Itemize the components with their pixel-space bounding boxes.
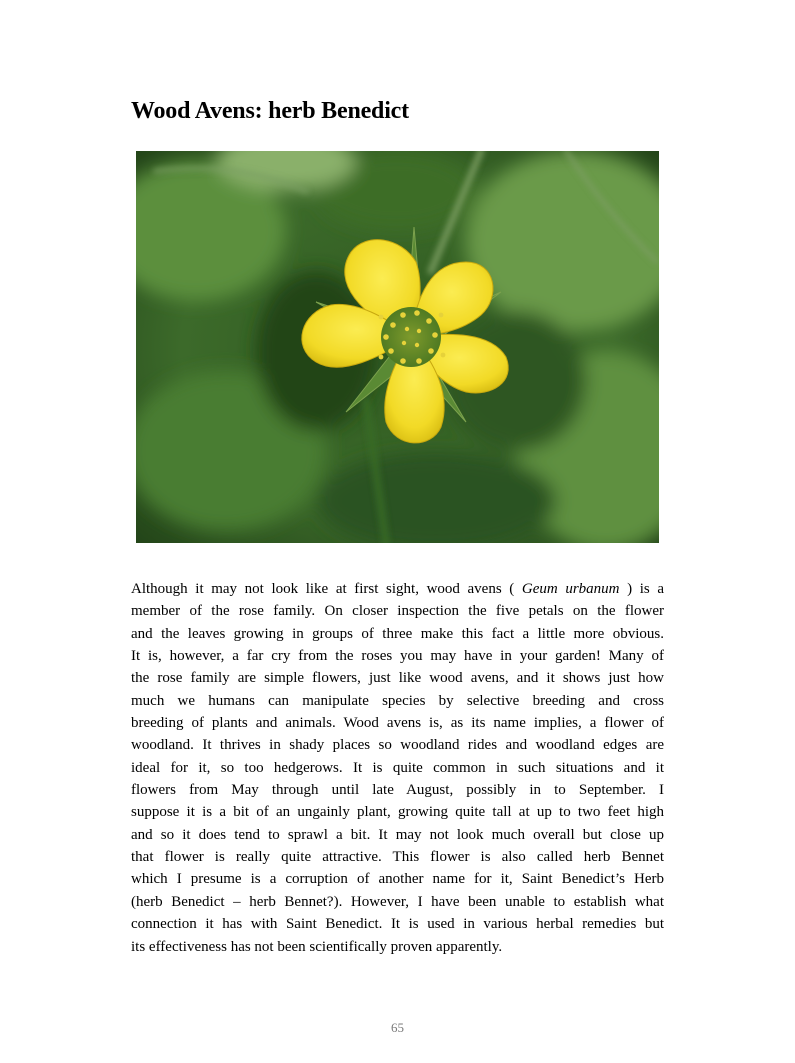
text-line: connection it has with Saint Benedict. It is used in various herbal remedies but — [131, 916, 664, 933]
flower-photo — [136, 151, 659, 543]
text-line: much we humans can manipulate species by selective breeding and cross — [131, 692, 664, 709]
text-line: (herb Benedict – herb Bennet?). However, I have been unable to establish what — [131, 893, 664, 910]
text-line: which I presume is a corruption of another name for it, Saint Benedict’s Herb — [131, 871, 664, 888]
text-line: that flower is really quite attractive. This flower is also called herb Bennet — [131, 849, 664, 866]
text-line: the rose family are simple flowers, just like wood avens, and it shows just how — [131, 670, 664, 687]
text-line: It is, however, a far cry from the roses you may have in your garden! Many of — [131, 648, 664, 665]
text-line: member of the rose family. On closer inspection the five petals on the flower — [131, 603, 664, 620]
text-line: Although it may not look like at first sight, wood avens ( Geum urbanum ) is a — [131, 581, 664, 597]
body-paragraph — [131, 578, 664, 958]
text-line: ideal for it, so too hedgerows. It is quite common in such situations and it — [131, 759, 664, 776]
text-line: breeding of plants and animals. Wood avens is, as its name implies, a flower of — [131, 715, 664, 732]
text-line: suppose it is a bit of an ungainly plant, growing quite tall at up to two feet high — [131, 804, 664, 821]
species-name: Geum urbanum — [521, 581, 620, 597]
text-line: and the leaves growing in groups of three make this fact a little more obvious. — [131, 625, 664, 642]
page-number: 65 — [391, 1020, 404, 1035]
text-line: and so it does tend to sprawl a bit. It may not look much overall but close up — [131, 826, 664, 843]
text-line: its effectiveness has not been scientifically proven apparently. — [131, 938, 503, 955]
page-title: Wood Avens: herb Benedict — [131, 98, 409, 124]
text-line: woodland. It thrives in shady places so woodland rides and woodland edges are — [131, 737, 664, 754]
text-line: flowers from May through until late August, possibly in to September. I — [131, 782, 664, 799]
